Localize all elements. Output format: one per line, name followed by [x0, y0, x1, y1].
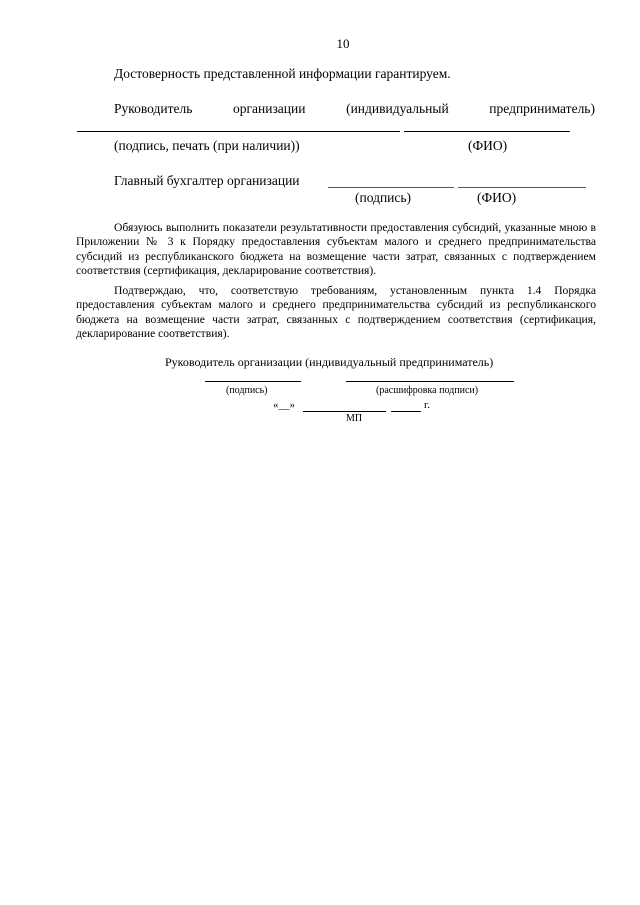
head-title-line: [114, 101, 595, 117]
bottom-signature-line: [205, 381, 301, 382]
bottom-decoding-caption: (расшифровка подписи): [376, 385, 479, 396]
stamp-label: МП: [346, 413, 363, 424]
page-number: 10: [336, 36, 350, 51]
head-signature-line: [77, 131, 400, 132]
accountant-name-caption: (ФИО): [477, 190, 517, 205]
date-month-line: [303, 411, 386, 412]
accountant-signature-caption: (подпись): [355, 190, 412, 205]
accountant-label: Главный бухгалтер организации: [114, 173, 300, 188]
paragraph-confirmation-text: Подтверждаю, что, соответствую требованиям, установленным пункта 1.4 Порядка предоставления субъектам малого и среднего предпринимательства субсидий из республиканского бюджета на возмещение части затрат, связанных с подтверждением соответствия (сертификация, декларирование соответствия).: [76, 284, 596, 340]
date-day-field: «__»: [273, 399, 295, 411]
date-year-line: [391, 411, 421, 412]
head-name-caption: (ФИО): [468, 138, 508, 153]
head-title-word-3: (индивидуальный: [346, 101, 449, 116]
head-name-line: [404, 131, 570, 132]
head-signature-caption: (подпись, печать (при наличии)): [114, 138, 300, 153]
bottom-head-title: Руководитель организации (индивидуальный предприниматель): [165, 355, 494, 369]
bottom-signature-caption: (подпись): [226, 385, 268, 396]
guarantee-statement: Достоверность представленной информации гарантируем.: [114, 66, 451, 81]
date-year-suffix: г.: [424, 399, 431, 411]
head-title-word-1: Руководитель: [114, 101, 193, 116]
bottom-decoding-line: [346, 381, 514, 382]
head-title-word-2: организации: [233, 101, 306, 116]
accountant-signature-line: [328, 187, 454, 188]
paragraph-obligation: [76, 221, 596, 278]
paragraph-confirmation: [76, 284, 596, 341]
accountant-name-line: [458, 187, 586, 188]
paragraph-obligation-text: Обязуюсь выполнить показатели результативности предоставления субсидий, указанные мною в Приложении № 3 к Порядку предоставления субъектам малого и среднего предпринимательства субсидий из республиканского бюджета на возмещение части затрат, связанных с подтверждением соответствия (сертификация, декларирование соответствия).: [76, 221, 596, 277]
head-title-word-4: предприниматель): [489, 101, 595, 116]
